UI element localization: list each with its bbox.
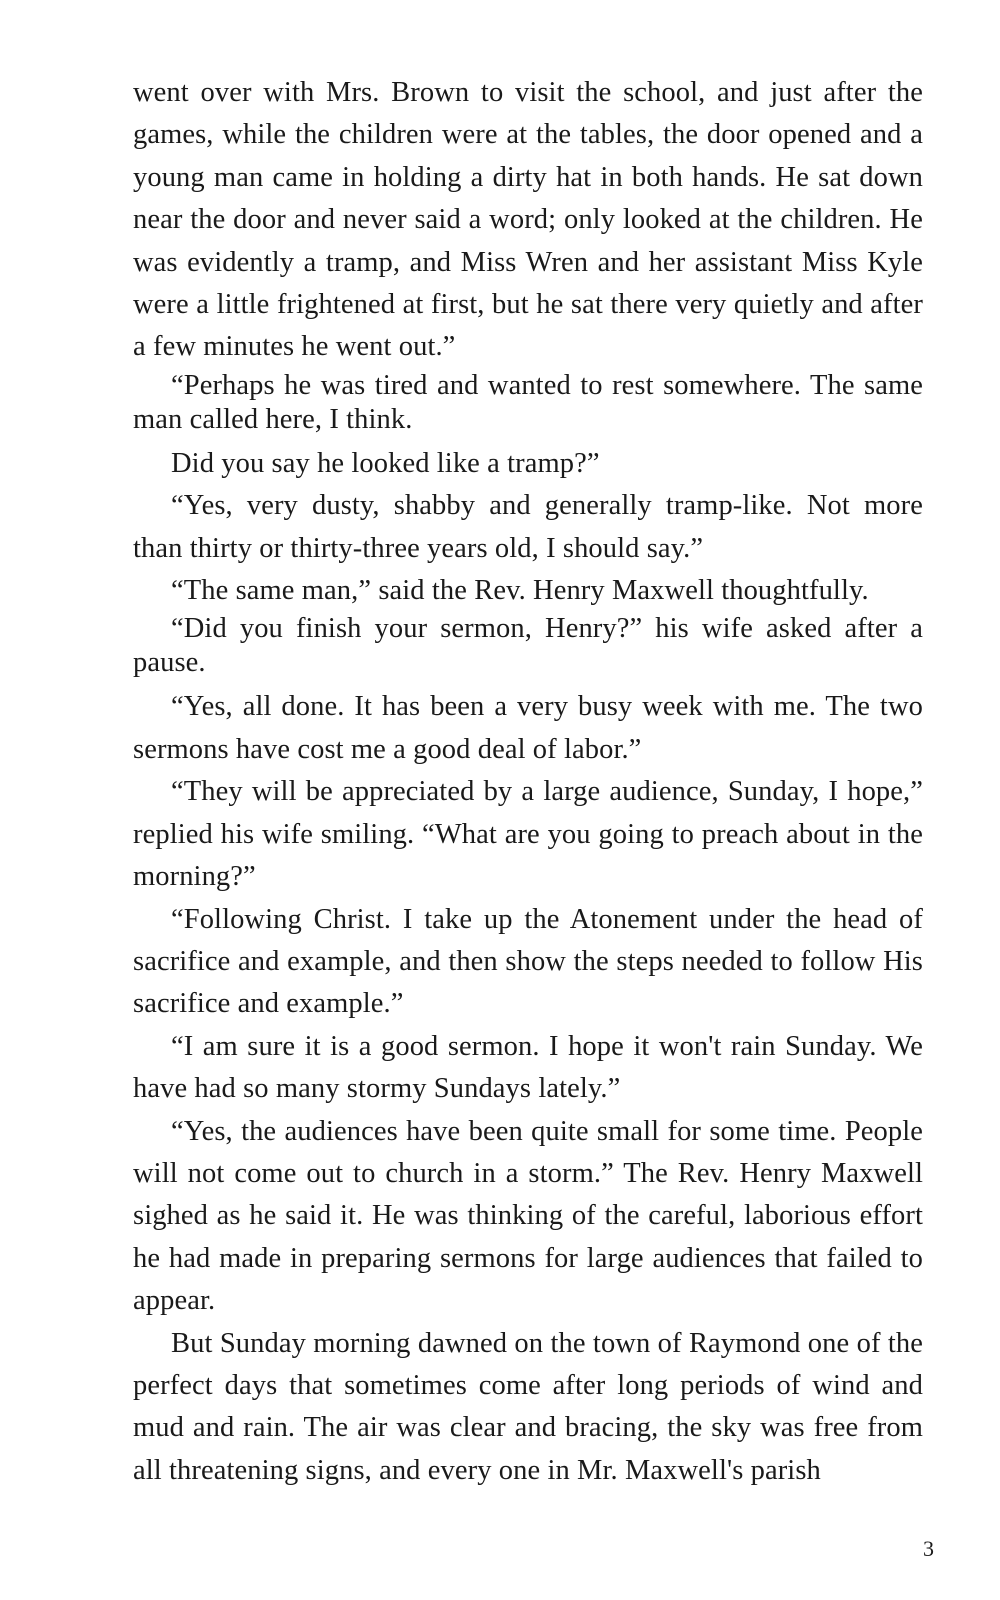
paragraph-10: “I am sure it is a good sermon. I hope it won't rain Sunday. We have had so many stormy Sundays lately.” xyxy=(133,1030,923,1105)
paragraph-12: But Sunday morning dawned on the town of Raymond one of the perfect days that sometimes come after long periods of wind and mud and rain. The air was clear and bracing, the sky was free from all threatening signs, and every one in Mr. Maxwell's parish xyxy=(133,1327,923,1486)
paragraph-1: went over with Mrs. Brown to visit the school, and just after the games, while the children were at the tables, the door opened and a young man came in holding a dirty hat in both hands. He sat down near the door and never said a word; only looked at the children. He was evidently a tramp, and Miss Wren and her assistant Miss Kyle were a little frightened at first, but he sat there very quietly and after a few minutes he went out.” xyxy=(133,77,923,363)
page-number: 3 xyxy=(923,1536,934,1561)
paragraph-8: “They will be appreciated by a large audience, Sunday, I hope,” replied his wife smiling. “What are you going to preach about in the morning?” xyxy=(133,776,923,893)
paragraph-6: “Did you finish your sermon, Henry?” his wife asked after a pause. xyxy=(133,613,923,679)
paragraph-11: “Yes, the audiences have been quite small for some time. People will not come out to church in a storm.” The Rev. Henry Maxwell sighed as he said it. He was thinking of the careful, laborious effort he had made in preparing sermons for large audiences that failed to appear. xyxy=(133,1115,923,1317)
page-body xyxy=(133,72,923,1492)
paragraph-7: “Yes, all done. It has been a very busy week with me. The two sermons have cost me a good deal of labor.” xyxy=(133,691,923,765)
paragraph-2: “Perhaps he was tired and wanted to rest somewhere. The same man called here, I think. xyxy=(133,369,923,435)
paragraph-4: “Yes, very dusty, shabby and generally tramp-like. Not more than thirty or thirty-three years old, I should say.” xyxy=(133,490,923,564)
paragraph-5: “The same man,” said the Rev. Henry Maxwell thoughtfully. xyxy=(171,575,869,607)
paragraph-9: “Following Christ. I take up the Atonement under the head of sacrifice and example, and then show the steps needed to follow His sacrifice and example.” xyxy=(133,903,923,1020)
paragraph-3: Did you say he looked like a tramp?” xyxy=(171,447,600,479)
